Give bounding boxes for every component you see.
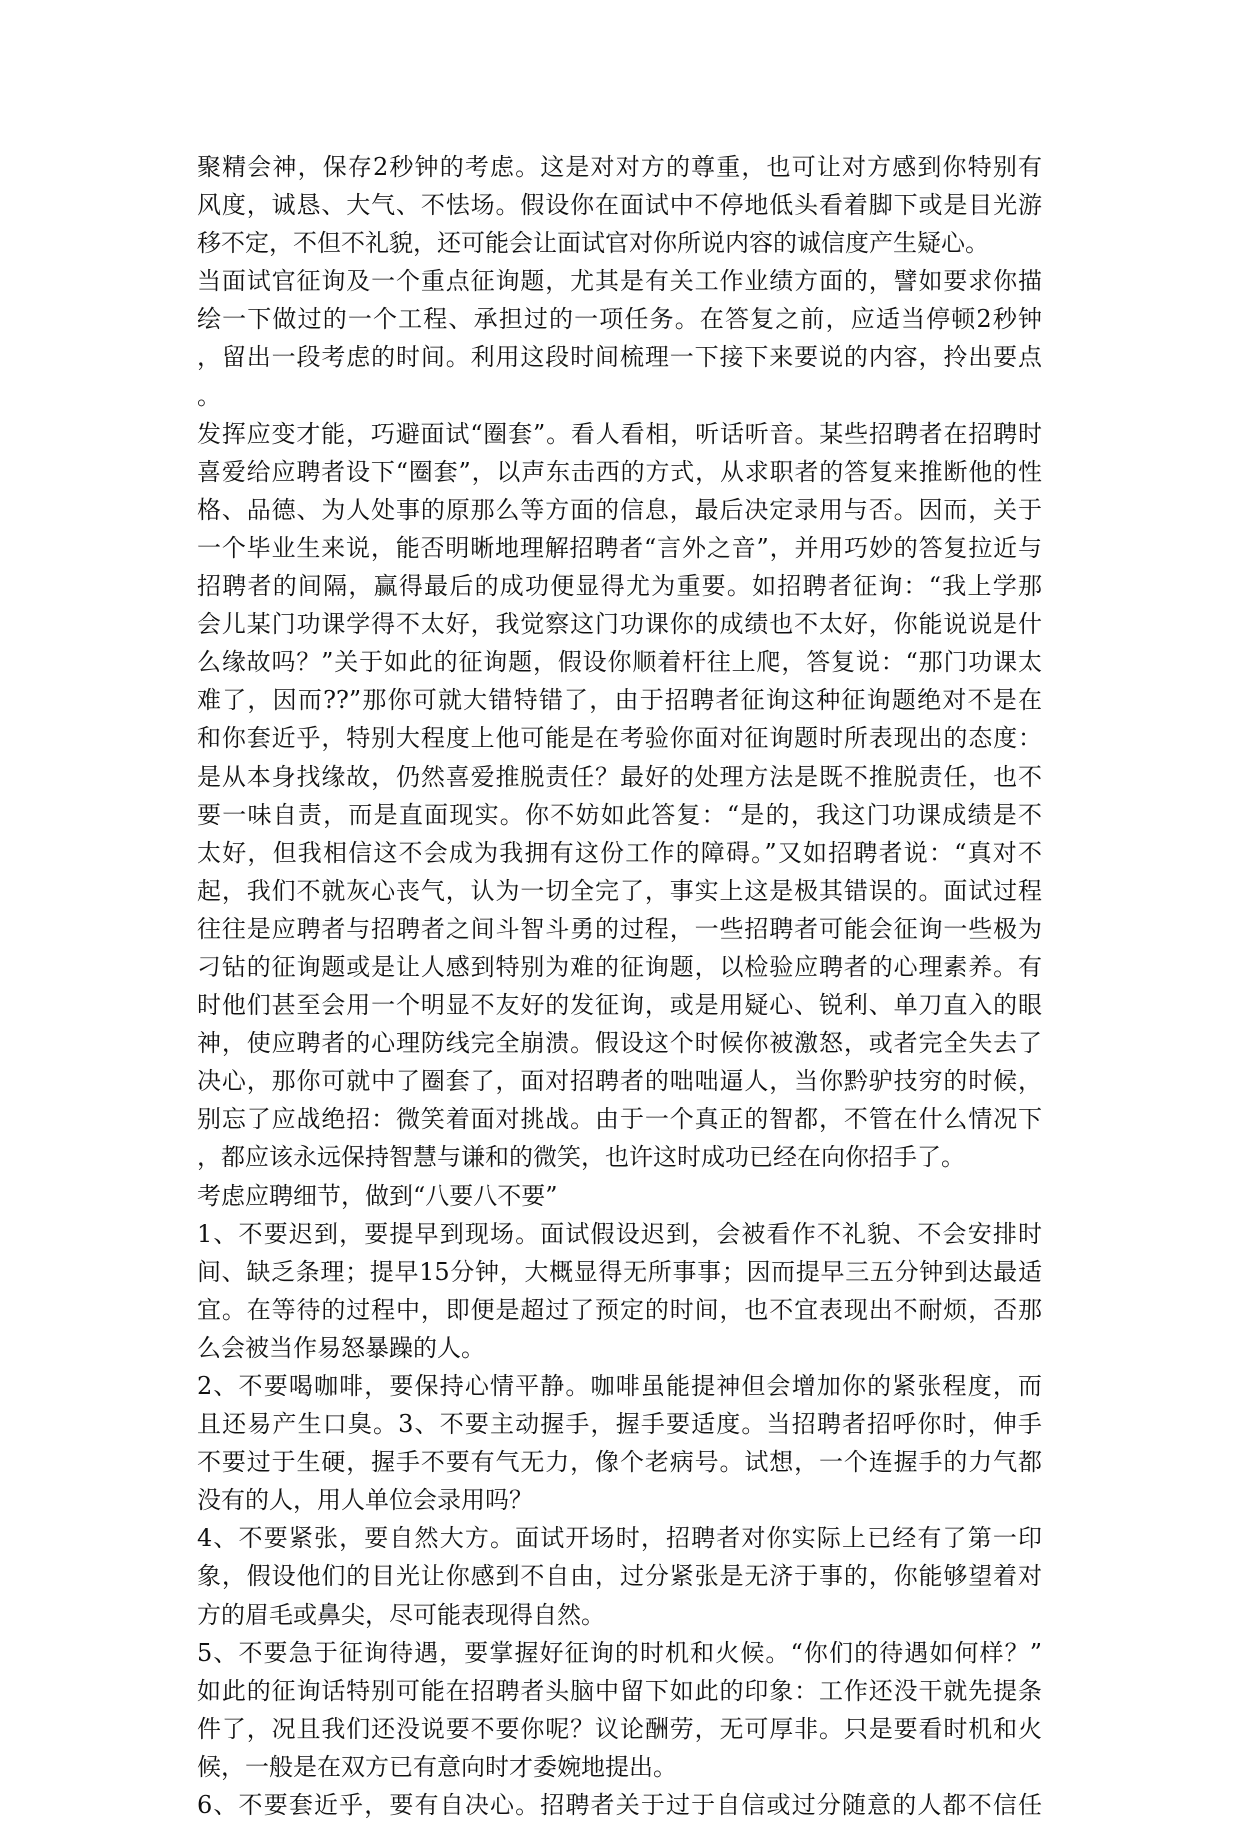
text-line: 6、不要套近乎，要有自决心。招聘者关于过于自信或过分随意的人都不信任 — [197, 1791, 1042, 1820]
text-line: 2、不要喝咖啡，要保持心情平静。咖啡虽能提神但会增加你的紧张程度，而 — [197, 1372, 1042, 1400]
text-line: 没有的人，用人单位会录用吗？ — [197, 1486, 533, 1515]
text-line: 会儿某门功课学得不太好，我觉察这门功课你的成绩也不太好，你能说说是什 — [197, 610, 1042, 639]
text-line: 决心，那你可就中了圈套了，面对招聘者的咄咄逼人，当你黔驴技穷的时候， — [197, 1067, 1042, 1096]
text-line: 。 — [197, 381, 221, 410]
text-line: 且还易产生口臭。3、不要主动握手，握手要适度。当招聘者招呼你时，伸手 — [197, 1410, 1042, 1439]
text-line: 4、不要紧张，要自然大方。面试开场时，招聘者对你实际上已经有了第一印 — [197, 1524, 1042, 1553]
text-line: 是从本身找缘故，仍然喜爱推脱责任？最好的处理方法是既不推脱责任，也不 — [197, 762, 1042, 791]
text-line: 起，我们不就灰心丧气，认为一切全完了，事实上这是极其错误的。面试过程 — [197, 876, 1042, 905]
text-line: 太好，但我相信这不会成为我拥有这份工作的障碍。”又如招聘者说：“真对不 — [197, 838, 1042, 867]
text-line: 往往是应聘者与招聘者之间斗智斗勇的过程，一些招聘者可能会征询一些极为 — [197, 914, 1042, 943]
text-line: 当面试官征询及一个重点征询题，尤其是有关工作业绩方面的，譬如要求你描 — [197, 267, 1042, 296]
text-line: 和你套近乎，特别大程度上他可能是在考验你面对征询题时所表现出的态度： — [197, 724, 1042, 753]
text-line: 间、缺乏条理；提早15分钟，大概显得无所事事；因而提早三五分钟到达最适 — [197, 1257, 1042, 1286]
text-line: 宜。在等待的过程中，即便是超过了预定的时间，也不宜表现出不耐烦，否那 — [197, 1295, 1042, 1324]
text-line: 风度，诚恳、大气、不怯场。假设你在面试中不停地低头看着脚下或是目光游 — [197, 191, 1042, 220]
text-line: 格、品德、为人处事的原那么等方面的信息，最后决定录用与否。因而，关于 — [197, 495, 1042, 524]
text-line: 么缘故吗？”关于如此的征询题，假设你顺着杆往上爬，答复说：“那门功课太 — [197, 648, 1042, 677]
text-line: 神，使应聘者的心理防线完全崩溃。假设这个时候你被激怒，或者完全失去了 — [197, 1029, 1042, 1058]
text-line: 候，一般是在双方已有意向时才委婉地提出。 — [197, 1752, 677, 1781]
text-line: 要一味自责，而是直面现实。你不妨如此答复：“是的，我这门功课成绩是不 — [197, 800, 1042, 829]
text-line: 刁钻的征询题或是让人感到特别为难的征询题，以检验应聘者的心理素养。有 — [197, 952, 1042, 981]
text-line: 象，假设他们的目光让你感到不自由，过分紧张是无济于事的，你能够望着对 — [197, 1562, 1042, 1591]
text-line: 1、不要迟到，要提早到现场。面试假设迟到，会被看作不礼貌、不会安排时 — [197, 1219, 1042, 1248]
text-line: 喜爱给应聘者设下“圈套”，以声东击西的方式，从求职者的答复来推断他的性 — [197, 457, 1042, 486]
text-line: 方的眉毛或鼻尖，尽可能表现得自然。 — [197, 1600, 605, 1629]
text-line: 5、不要急于征询待遇，要掌握好征询的时机和火候。“你们的待遇如何样？” — [197, 1638, 1042, 1667]
text-line: ，留出一段考虑的时间。利用这段时间梳理一下接下来要说的内容，拎出要点 — [197, 343, 1042, 372]
text-line: 时他们甚至会用一个明显不友好的发征询，或是用疑心、锐利、单刀直入的眼 — [197, 991, 1042, 1020]
text-line: 一个毕业生来说，能否明晰地理解招聘者“言外之音”，并用巧妙的答复拉近与 — [197, 533, 1042, 562]
text-line: 聚精会神，保存2秒钟的考虑。这是对对方的尊重，也可让对方感到你特别有 — [197, 153, 1042, 181]
text-line: 么会被当作易怒暴躁的人。 — [197, 1333, 485, 1362]
text-line: 难了，因而??”那你可就大错特错了，由于招聘者征询这种征询题绝对不是在 — [197, 686, 1042, 715]
text-line: 不要过于生硬，握手不要有气无力，像个老病号。试想，一个连握手的力气都 — [197, 1448, 1042, 1477]
document-body — [197, 148, 1042, 1824]
text-line: 如此的征询话特别可能在招聘者头脑中留下如此的印象：工作还没干就先提条 — [197, 1676, 1042, 1705]
text-line: 考虑应聘细节，做到“八要八不要” — [197, 1181, 558, 1210]
text-line: 件了，况且我们还没说要不要你呢？议论酬劳，无可厚非。只是要看时机和火 — [197, 1714, 1042, 1743]
text-line: ，都应该永远保持智慧与谦和的微笑，也许这时成功已经在向你招手了。 — [197, 1143, 965, 1172]
text-line: 招聘者的间隔，赢得最后的成功便显得尤为重要。如招聘者征询：“我上学那 — [197, 572, 1042, 601]
text-line: 发挥应变才能，巧避面试“圈套”。看人看相，听话听音。某些招聘者在招聘时 — [197, 419, 1042, 448]
text-line: 移不定，不但不礼貌，还可能会让面试官对你所说内容的诚信度产生疑心。 — [197, 229, 989, 258]
text-line: 绘一下做过的一个工程、承担过的一项任务。在答复之前，应适当停顿2秒钟 — [197, 305, 1042, 334]
text-line: 别忘了应战绝招：微笑着面对挑战。由于一个真正的智都，不管在什么情况下 — [197, 1105, 1042, 1134]
